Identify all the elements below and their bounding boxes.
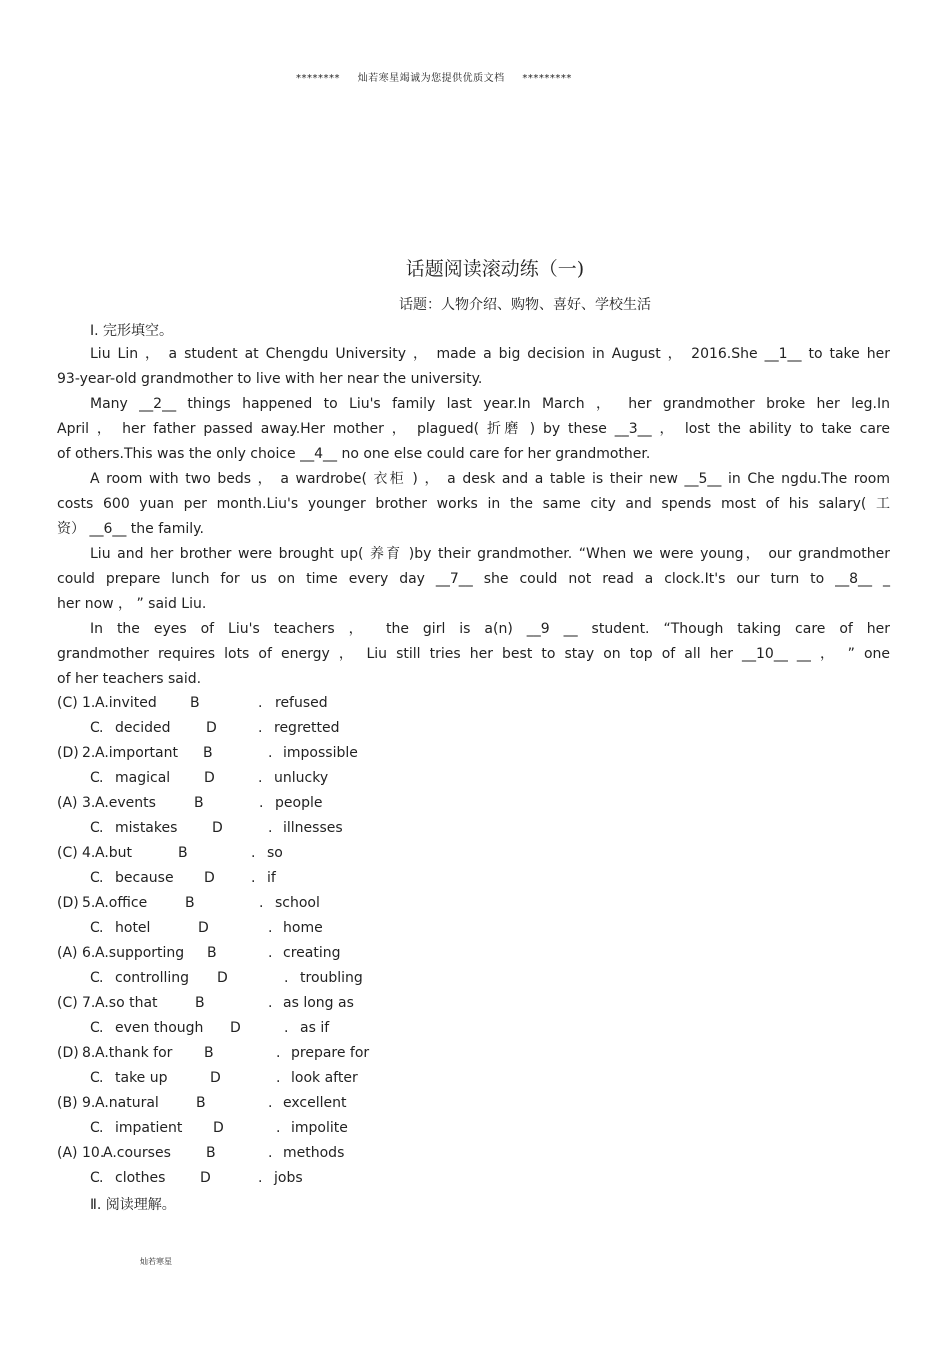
question-number: 1.: [82, 695, 96, 711]
option-d: if: [267, 870, 276, 886]
option-dot: .: [276, 1045, 281, 1061]
option-b-label: B: [185, 895, 195, 911]
page-footer: 灿若寒星: [140, 1257, 172, 1266]
option-dot: .: [258, 1170, 263, 1186]
option-a: A.so that: [95, 995, 158, 1011]
option-dot: .: [259, 795, 264, 811]
option-dot: .: [258, 720, 263, 736]
option-b-label: B: [194, 795, 204, 811]
option-c: magical: [115, 770, 171, 786]
option-c: because: [115, 870, 174, 886]
option-dot: .: [259, 895, 264, 911]
passage-line: grandmother requires lots of energy ， Liu still tries her best to stay on top of all her __10__ __ ， ” one: [57, 646, 890, 662]
option-d-label: D: [212, 820, 223, 836]
passage-line: 93-year-old grandmother to live with her near the university.: [57, 371, 483, 387]
option-dot: .: [268, 1145, 273, 1161]
page-title: 话题阅读滚动练（一): [405, 258, 585, 280]
option-b-label: B: [190, 695, 200, 711]
option-d: impolite: [291, 1120, 348, 1136]
option-dot: .: [99, 1020, 104, 1036]
option-dot: .: [251, 845, 256, 861]
option-c-label: C: [90, 770, 100, 786]
option-dot: .: [268, 945, 273, 961]
passage-line: her now ， ” said Liu.: [57, 596, 207, 612]
option-b-label: B: [206, 1145, 216, 1161]
option-a: A.invited: [95, 695, 157, 711]
option-c-label: C: [90, 870, 100, 886]
page-subtitle: 话题：人物介绍、购物、喜好、学校生活: [399, 297, 651, 313]
question-number: 6.: [82, 945, 96, 961]
option-d: home: [283, 920, 323, 936]
question-number: 7.: [82, 995, 96, 1011]
header-stars-right: *********: [522, 73, 572, 84]
section-heading-reading: Ⅱ. 阅读理解。: [90, 1197, 176, 1213]
question-number: 9.: [82, 1095, 96, 1111]
option-dot: .: [268, 995, 273, 1011]
header-text: 灿若寒星竭诚为您提供优质文档: [357, 73, 505, 84]
answer-key: (D): [57, 1045, 79, 1061]
option-a: A.events: [95, 795, 156, 811]
answer-key: (C): [57, 995, 78, 1011]
option-c-label: C: [90, 720, 100, 736]
option-dot: .: [284, 970, 289, 986]
answer-key: (A): [57, 1145, 78, 1161]
option-b: so: [267, 845, 283, 861]
option-d: troubling: [300, 970, 363, 986]
question-number: 5.: [82, 895, 96, 911]
option-b: as long as: [283, 995, 354, 1011]
option-b: excellent: [283, 1095, 347, 1111]
option-c: impatient: [115, 1120, 183, 1136]
option-dot: .: [276, 1070, 281, 1086]
option-d: unlucky: [274, 770, 329, 786]
option-c: even though: [115, 1020, 204, 1036]
option-dot: .: [268, 820, 273, 836]
option-b-label: B: [196, 1095, 206, 1111]
option-d-label: D: [217, 970, 228, 986]
option-c: decided: [115, 720, 171, 736]
option-d-label: D: [204, 770, 215, 786]
option-c: hotel: [115, 920, 151, 936]
answer-key: (A): [57, 795, 78, 811]
question-number: 8.: [82, 1045, 96, 1061]
answer-key: (C): [57, 845, 78, 861]
option-b: school: [275, 895, 320, 911]
option-b-label: B: [204, 1045, 214, 1061]
option-b: creating: [283, 945, 341, 961]
option-dot: .: [258, 770, 263, 786]
option-c-label: C: [90, 1170, 100, 1186]
option-dot: .: [99, 720, 104, 736]
option-b: impossible: [283, 745, 358, 761]
option-dot: .: [268, 745, 273, 761]
option-d: as if: [300, 1020, 330, 1036]
option-b: refused: [275, 695, 328, 711]
option-dot: .: [99, 770, 104, 786]
answer-key: (C): [57, 695, 78, 711]
option-c: clothes: [115, 1170, 166, 1186]
option-d-label: D: [204, 870, 215, 886]
option-d-label: D: [198, 920, 209, 936]
option-d: jobs: [274, 1170, 303, 1186]
option-c: controlling: [115, 970, 190, 986]
option-d: regretted: [274, 720, 340, 736]
question-number: 4.: [82, 845, 96, 861]
option-d: look after: [291, 1070, 358, 1086]
option-d-label: D: [206, 720, 217, 736]
option-dot: .: [268, 920, 273, 936]
answer-key: (D): [57, 745, 79, 761]
option-dot: .: [99, 820, 104, 836]
option-dot: .: [99, 1170, 104, 1186]
option-a: A.important: [95, 745, 178, 761]
option-a: A.courses: [103, 1145, 171, 1161]
option-d: illnesses: [283, 820, 343, 836]
passage-line: of her teachers said.: [57, 671, 202, 687]
answer-key: (B): [57, 1095, 78, 1111]
option-c: mistakes: [115, 820, 178, 836]
option-b: methods: [283, 1145, 345, 1161]
option-c-label: C: [90, 970, 100, 986]
option-dot: .: [284, 1020, 289, 1036]
option-c-label: C: [90, 1020, 100, 1036]
option-b-label: B: [207, 945, 217, 961]
page-header: [296, 69, 586, 84]
option-c-label: C: [90, 920, 100, 936]
option-c-label: C: [90, 820, 100, 836]
passage-line: of others.This was the only choice __4__ no one else could care for her grandmother.: [57, 446, 651, 462]
option-c-label: C: [90, 1070, 100, 1086]
option-dot: .: [258, 695, 263, 711]
option-dot: .: [99, 970, 104, 986]
answer-key: (A): [57, 945, 78, 961]
option-a: A.office: [95, 895, 148, 911]
option-dot: .: [99, 1120, 104, 1136]
option-b-label: B: [203, 745, 213, 761]
section-heading-cloze: Ⅰ. 完形填空。: [90, 323, 174, 339]
option-d-label: D: [230, 1020, 241, 1036]
passage-line: April ， her father passed away.Her mother ， plagued( 折磨 ) by these __3__ ， lost the ability to take care: [57, 421, 890, 437]
option-a: A.natural: [95, 1095, 159, 1111]
question-number: 3.: [82, 795, 96, 811]
option-d-label: D: [213, 1120, 224, 1136]
option-b-label: B: [178, 845, 188, 861]
passage-line: A room with two beds ， a wardrobe( 衣柜 ) ， a desk and a table is their new __5__ in Che ngdu.The room: [90, 471, 890, 487]
option-dot: .: [99, 1070, 104, 1086]
option-dot: .: [99, 920, 104, 936]
option-b: prepare for: [291, 1045, 370, 1061]
option-d-label: D: [200, 1170, 211, 1186]
answer-key: (D): [57, 895, 79, 911]
option-b: people: [275, 795, 323, 811]
option-a: A.supporting: [95, 945, 185, 961]
option-dot: .: [268, 1095, 273, 1111]
option-c: take up: [115, 1070, 168, 1086]
passage-line: Liu Lin ， a student at Chengdu University ， made a big decision in August ， 2016.She __1__ to take her: [90, 346, 890, 362]
header-stars-left: ********: [296, 73, 340, 84]
passage-line: In the eyes of Liu's teachers ， the girl is a(n) __9 __ student. “Though taking care of her: [90, 621, 890, 637]
option-dot: .: [251, 870, 256, 886]
option-a: A.but: [95, 845, 133, 861]
passage-line: Many __2__ things happened to Liu's family last year.In March ， her grandmother broke her leg.In: [90, 396, 890, 412]
passage-line: costs 600 yuan per month.Liu's younger brother works in the same city and spends most of his salary( 工: [57, 496, 890, 512]
option-b-label: B: [195, 995, 205, 1011]
question-number: 2.: [82, 745, 96, 761]
question-number: 10.: [82, 1145, 105, 1161]
passage-line: 资） __6__ the family.: [57, 521, 204, 537]
passage-line: Liu and her brother were brought up( 养育 )by their grandmother. “When we were young， our grandmother: [90, 546, 890, 562]
option-a: A.thank for: [95, 1045, 173, 1061]
option-c-label: C: [90, 1120, 100, 1136]
passage-line: could prepare lunch for us on time every day __7__ she could not read a clock.It's our turn to __8__ _: [57, 571, 890, 587]
option-dot: .: [99, 870, 104, 886]
option-dot: .: [276, 1120, 281, 1136]
option-d-label: D: [210, 1070, 221, 1086]
